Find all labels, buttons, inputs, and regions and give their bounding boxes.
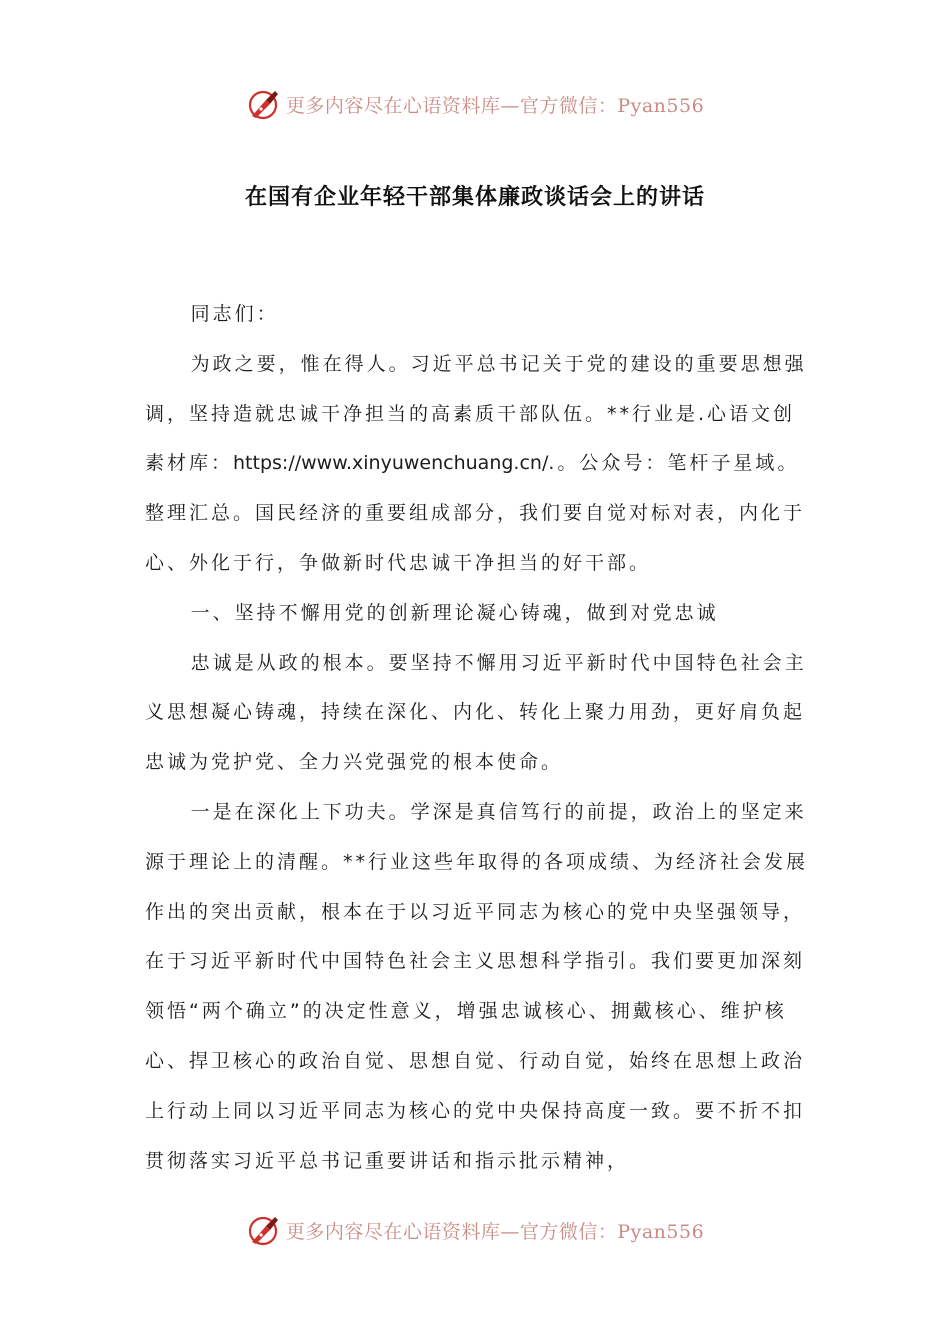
banner-text: 更多内容尽在心语资料库—官方微信：Pyan556 <box>285 94 705 117</box>
paragraph: 一是在深化上下功夫。学深是真信笃行的前提，政治上的坚定来源于理论上的清醒。**行业这些年取得的各项成绩、为经济社会发展作出的突出贡献，根本在于以习近平同志为核心的党中央坚强领导，在于习近平新时代中国特色社会主义思想科学指引。我们要更加深刻领悟“两个确立”的决定性意义，增强忠诚核心、拥戴核心、维护核心、捍卫核心的政治自觉、思想自觉、行动自觉，始终在思想上政治上行动上同以习近平同志为核心的党中央保持高度一致。要不折不扣贯彻落实习近平总书记重要讲话和指示批示精神， <box>145 800 809 1172</box>
salutation: 同志们： <box>190 303 279 325</box>
pen-nib-logo-icon <box>246 1212 282 1248</box>
website-link[interactable]: https://www.xinyuwenchuang.cn/ <box>233 452 549 475</box>
document-body <box>145 290 810 1186</box>
banner-text: 更多内容尽在心语资料库—官方微信：Pyan556 <box>285 1220 705 1243</box>
paragraph-text: 为政之要，惟在得人。习近平总书记关于党的建设的重要思想强调，坚持造就忠诚干净担当的高素质干部队伍。**行业是.心语文创素材库： <box>145 352 807 475</box>
paragraph: 忠诚是从政的根本。要坚持不懈用习近平新时代中国特色社会主义思想凝心铸魂，持续在深化、内化、转化上聚力用劲，更好肩负起忠诚为党护党、全力兴党强党的根本使命。 <box>145 651 807 774</box>
footer-watermark-banner <box>0 1210 950 1250</box>
paragraph-text: .。公众号：笔杆子星域。整理汇总。国民经济的重要组成部分，我们要自觉对标对表，内化于心、外化于行，争做新时代忠诚干净担当的好干部。 <box>145 452 806 574</box>
header-watermark-banner <box>0 84 950 124</box>
document-title: 在国有企业年轻干部集体廉政谈话会上的讲话 <box>244 185 705 210</box>
section-heading: 一、坚持不懈用党的创新理论凝心铸魂，做到对党忠诚 <box>190 601 719 624</box>
paragraph <box>145 340 810 589</box>
pen-nib-logo-icon <box>246 86 282 122</box>
